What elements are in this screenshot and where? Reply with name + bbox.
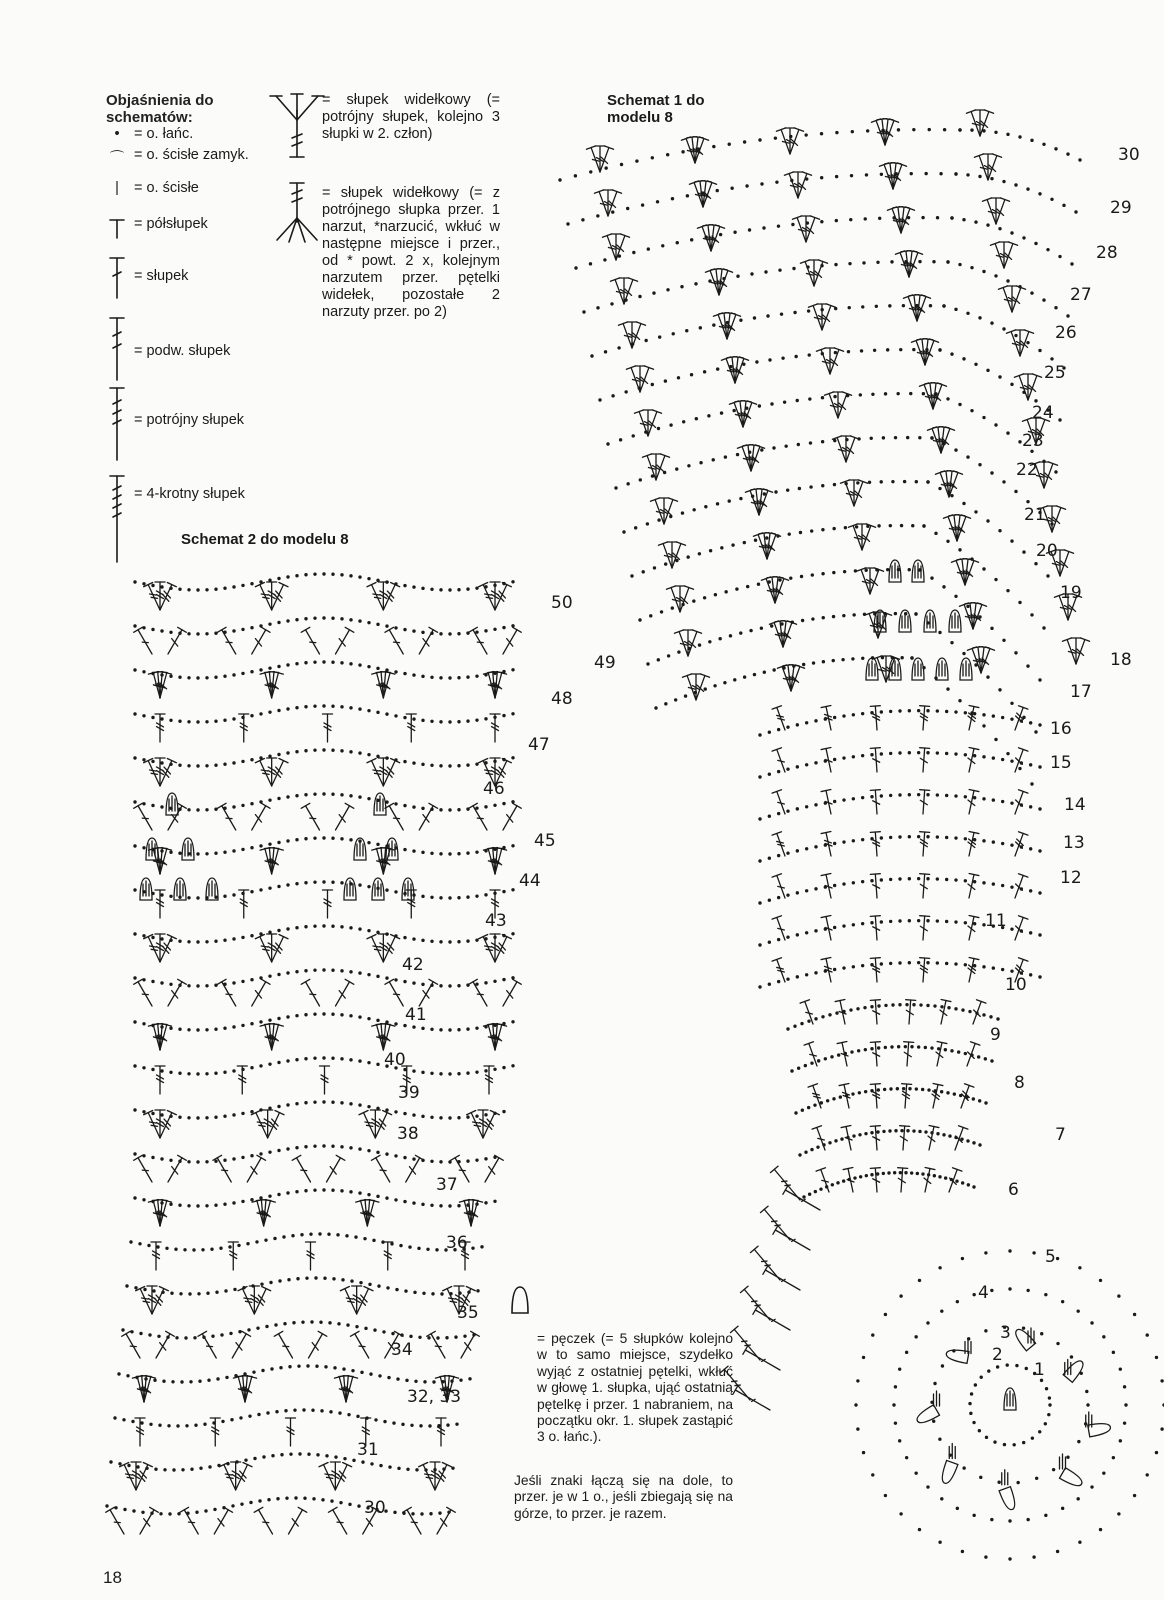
schema2-round-42-label: 42	[402, 955, 424, 975]
fork-stitch-2-icon	[277, 183, 317, 242]
slip-stitch-icon: ⌒	[109, 151, 125, 167]
schema1-round-14-label: 14	[1064, 795, 1086, 815]
schema1-round-13-label: 13	[1063, 833, 1085, 853]
schema1-round-21-label: 21	[1024, 505, 1046, 525]
schema1-round-12-label: 12	[1060, 868, 1082, 888]
schema1-round-16-label: 16	[1050, 719, 1072, 739]
schema1-round-28-label: 28	[1096, 243, 1118, 263]
join-note: Jeśli znaki łączą się na dole, to przer. je w 1 o., jeśli zbiegają się na górze, to przer. je razem.	[514, 1473, 733, 1521]
bobble-note: = pęczek (= 5 słupków kolejno w to samo miejsce, szydełko wyjąć z ostatniej pętelki, wkłuć w głowę 1. słupka, ująć ostatnią pętelkę i przer. 1 nabraniem, na początku okr. 1. słupek zastąpić 3 o. łańc.).	[537, 1331, 733, 1445]
tr-symbol-icon	[110, 318, 124, 380]
schema2-round-50-label: 50	[551, 593, 573, 613]
schema1-round-7-label: 7	[1055, 1125, 1066, 1145]
schema1-title: Schemat 1 do modelu 8	[607, 92, 705, 126]
schema1-round-17-label: 17	[1070, 682, 1092, 702]
schema1-round-5-label: 5	[1045, 1247, 1056, 1267]
schema2-round-41-label: 41	[405, 1005, 427, 1025]
chain-stitch-icon: •	[114, 126, 120, 142]
schema1-round-9-label: 9	[990, 1025, 1001, 1045]
schema2-round-35-label: 35	[457, 1303, 479, 1323]
schema1-round-29-label: 29	[1110, 198, 1132, 218]
schema1-round-30-label: 30	[1118, 145, 1140, 165]
schema2-round-46-label: 46	[483, 779, 505, 799]
legend-label: = półsłupek	[134, 216, 208, 232]
schema1-round-20-label: 20	[1036, 541, 1058, 561]
single-crochet-icon: |	[115, 180, 119, 196]
schema2-round-36-label: 36	[446, 1233, 468, 1253]
schema2-title: Schemat 2 do modelu 8	[181, 531, 349, 548]
legend-label: = słupek	[134, 268, 189, 284]
schema2-round-48-label: 48	[551, 689, 573, 709]
schema2-round-44-label: 44	[519, 871, 541, 891]
fork-stitch-2-description: = słupek widełkowy (= z potrójnego słupka przer. 1 narzut, *narzucić, wkłuć w następne miejsce i przer., od * powt. 2 x, kolejnym narzutem przer. pętelki widełek, pozostałe 2 narzuty przer. po 2)	[322, 185, 500, 320]
schema1-round-25-label: 25	[1044, 363, 1066, 383]
fork-stitch-1-icon	[270, 94, 324, 157]
schema1-round-8-label: 8	[1014, 1073, 1025, 1093]
schema1-round-2-label: 2	[992, 1345, 1003, 1365]
schema2-round-43-label: 43	[485, 911, 507, 931]
schema2-round-34-label: 34	[391, 1340, 413, 1360]
schema1-round-11-label: 11	[985, 911, 1007, 931]
schema2-round-39-label: 39	[398, 1083, 420, 1103]
schema1-round-27-label: 27	[1070, 285, 1092, 305]
schema2-round-47-label: 47	[528, 735, 550, 755]
schema1-round-10-label: 10	[1005, 975, 1027, 995]
schema2-round-37-label: 37	[436, 1175, 458, 1195]
legend-label: = o. łańc.	[134, 126, 194, 142]
schema1-round-26-label: 26	[1055, 323, 1077, 343]
schema1-round-22-label: 22	[1016, 460, 1038, 480]
schema2-round-30-label: 30	[364, 1498, 386, 1518]
hdc-symbol-icon	[110, 220, 124, 238]
schema2-round-32--33-label: 32, 33	[407, 1387, 462, 1407]
schema1-round-6-label: 6	[1008, 1180, 1019, 1200]
schema1-round-24-label: 24	[1032, 403, 1054, 423]
schema1-round-3-label: 3	[1000, 1323, 1011, 1343]
legend-label: = o. ścisłe	[134, 180, 199, 196]
schema1-round-4-label: 4	[978, 1283, 989, 1303]
legend-title: Objaśnienia do schematów:	[106, 92, 214, 126]
bobble-symbol-icon	[512, 1287, 528, 1313]
legend-label: = podw. słupek	[134, 343, 231, 359]
dtr-symbol-icon	[110, 388, 124, 460]
schema2-round-31-label: 31	[357, 1440, 379, 1460]
schema1-round-15-label: 15	[1050, 753, 1072, 773]
fork-stitch-1-description: = słupek widełkowy (= potrójny słupek, kolejno 3 słupki w 2. człon)	[322, 92, 500, 142]
schema1-round-23-label: 23	[1022, 431, 1044, 451]
legend-label: = o. ścisłe zamyk.	[134, 147, 249, 163]
legend-label: = potrójny słupek	[134, 412, 245, 428]
schema1-round-18-label: 18	[1110, 650, 1132, 670]
schema1-round-19-label: 19	[1060, 583, 1082, 603]
qtr-symbol-icon	[110, 476, 124, 562]
schema1-round-1-label: 1	[1034, 1360, 1045, 1380]
schema2-round-40-label: 40	[384, 1050, 406, 1070]
legend-label: = 4-krotny słupek	[134, 486, 245, 502]
page-number: 18	[103, 1568, 122, 1587]
schema2-round-49-label: 49	[594, 653, 616, 673]
dc-symbol-icon	[110, 258, 124, 298]
schema2-round-38-label: 38	[397, 1124, 419, 1144]
schema2-round-45-label: 45	[534, 831, 556, 851]
